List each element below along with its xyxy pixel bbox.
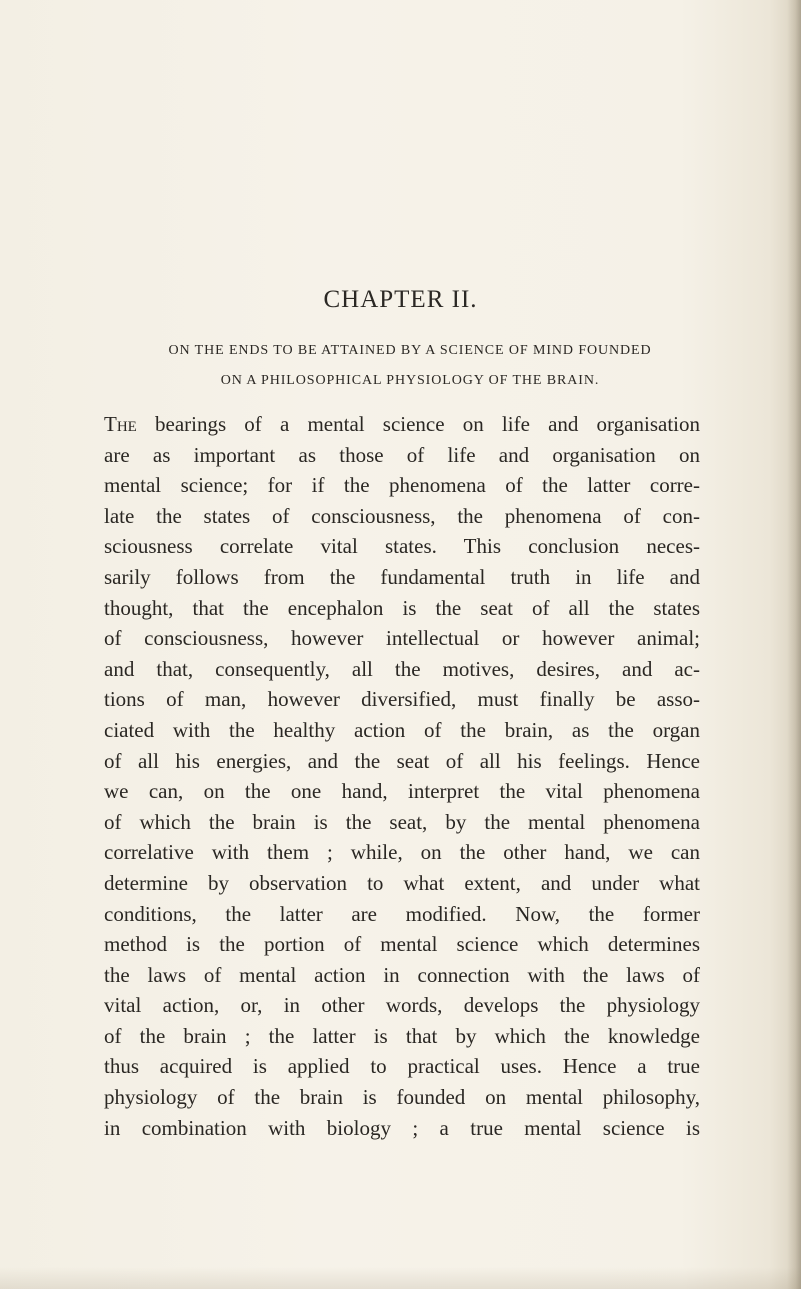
text-line: tions of man, however diversified, must finally be asso- — [104, 687, 700, 712]
text-line: in combination with biology ; a true mental science is — [104, 1115, 700, 1140]
text-line: of the brain ; the latter is that by which the knowledge — [104, 1023, 700, 1048]
text-line: sciousness correlate vital states. This conclusion neces- — [104, 534, 700, 559]
chapter-subtitle-line-1: ON THE ENDS TO BE ATTAINED BY A SCIENCE OF MIND FOUNDED — [168, 343, 652, 358]
chapter-subtitle-line-2: ON A PHILOSOPHICAL PHYSIOLOGY OF THE BRAIN. — [220, 373, 600, 388]
chapter-title: CHAPTER II. — [323, 286, 478, 313]
text-line — [104, 409, 700, 440]
body-paragraph — [104, 409, 700, 1143]
text-line: thought, that the encephalon is the seat of all the states — [104, 595, 700, 620]
text-line: we can, on the one hand, interpret the vital phenomena — [104, 779, 700, 804]
text-line: are as important as those of life and organisation on — [104, 442, 700, 467]
text-line: of consciousness, however intellectual or however animal; — [104, 626, 700, 651]
text-line: sarily follows from the fundamental truth in life and — [104, 564, 700, 589]
page-edge-shadow — [787, 0, 801, 1289]
text-line: the laws of mental action in connection with the laws of — [104, 962, 700, 987]
text-line-content: bearings of a mental science on life and organisation — [136, 412, 700, 436]
text-line: physiology of the brain is founded on mental philosophy, — [104, 1085, 700, 1110]
text-line: determine by observation to what extent, and under what — [104, 870, 700, 895]
text-line: late the states of consciousness, the phenomena of con- — [104, 503, 700, 528]
text-line: of which the brain is the seat, by the mental phenomena — [104, 809, 700, 834]
lead-word: The — [104, 412, 137, 436]
text-line: ciated with the healthy action of the brain, as the organ — [104, 717, 700, 742]
text-line: thus acquired is applied to practical uses. Hence a true — [104, 1054, 700, 1079]
text-line: conditions, the latter are modified. Now, the former — [104, 901, 700, 926]
text-line: correlative with them ; while, on the other hand, we can — [104, 840, 700, 865]
text-line: and that, consequently, all the motives, desires, and ac- — [104, 656, 700, 681]
text-line: vital action, or, in other words, develops the physiology — [104, 993, 700, 1018]
text-line: of all his energies, and the seat of all his feelings. Hence — [104, 748, 700, 773]
page-bottom-shadow — [0, 1267, 801, 1289]
text-line: method is the portion of mental science which determines — [104, 932, 700, 957]
text-line: mental science; for if the phenomena of the latter corre- — [104, 473, 700, 498]
